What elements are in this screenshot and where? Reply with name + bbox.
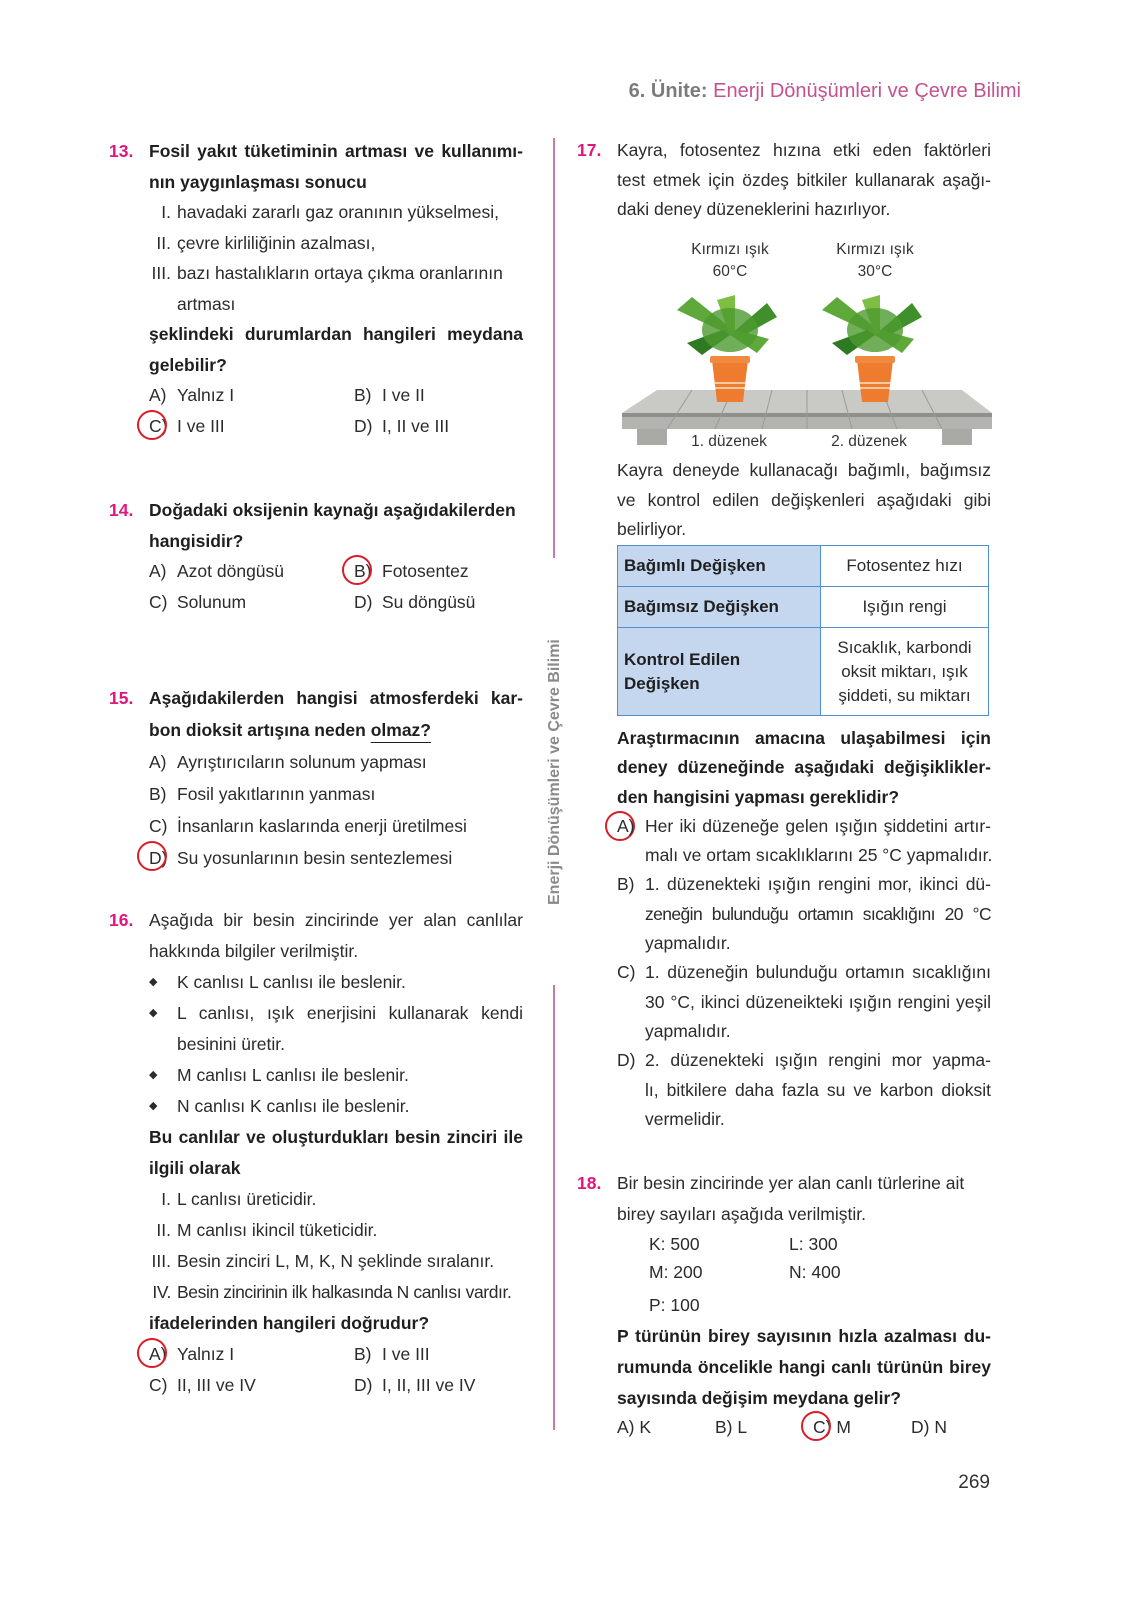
statement-item: IV. Besin zincirinin ilk halkasında N canlısı vardır. (152, 1282, 512, 1302)
question-number: 16. (109, 910, 134, 930)
option-d[interactable]: D) I, II ve III (354, 415, 450, 436)
question-13 (109, 136, 523, 441)
question-intro: Bu canlılar ve oluşturdukları besin zinciri ile (149, 1127, 523, 1147)
option-d[interactable]: D) I, II, III ve IV (354, 1375, 476, 1395)
answer-circle-icon (342, 555, 372, 585)
question-text: belirliyor. (617, 519, 687, 539)
question-15 (109, 682, 523, 874)
option-c[interactable]: C) M (813, 1414, 911, 1440)
count-p: P: 100 (649, 1295, 700, 1315)
option-c[interactable]: C) 1. düzeneğin bulunduğu ortamın sıcaklığını 30 °C, ikinci düzeneikteki ışığın rengini yeşil yapmalıdır. (617, 962, 991, 1041)
option-a[interactable]: A) K (617, 1417, 652, 1437)
question-intro: ilgili olarak (149, 1158, 241, 1178)
question-stem: hakkında bilgiler verilmiştir. (149, 941, 359, 961)
question-prompt: rumunda öncelikle hangi canlı türünün birey (617, 1357, 991, 1377)
question-stem: bon dioksit artışına neden olmaz? (149, 720, 431, 740)
count-n: N: 400 (789, 1262, 841, 1282)
bullet-item-cont: besinini üretir. (177, 1034, 285, 1054)
question-text: ve kontrol edilen değişkenleri aşağıdaki gibi (617, 489, 991, 510)
underlined-keyword: olmaz? (370, 720, 431, 740)
statement-item: III. bazı hastalıkların ortaya çıkma oranlarının (151, 263, 503, 283)
option-a[interactable]: A) Ayrıştırıcıların solunum yapması (149, 752, 427, 772)
option-b[interactable]: B) Fosil yakıtlarının yanması (149, 784, 376, 804)
setup-1-condition: Kırmızı ışık 60°C (691, 241, 769, 280)
setup-2-condition: Kırmızı ışık 30°C (836, 241, 914, 280)
question-16 (109, 905, 523, 1401)
bullet-item: ◆ N canlısı K canlısı ile beslenir. (149, 1091, 523, 1122)
diamond-bullet-icon: ◆ (149, 1069, 158, 1081)
option-a[interactable]: A) Yalnız I (149, 1339, 354, 1370)
question-prompt: gelebilir? (149, 354, 227, 375)
question-stem: test etmek için özdeş bitkiler kullanarak aşağı- (617, 169, 991, 190)
answer-circle-icon (801, 1411, 831, 1441)
statement-item: II. çevre kirliliğinin azalması, (156, 232, 376, 253)
option-c[interactable]: C) İnsanların kaslarında enerji üretilmesi (149, 816, 467, 836)
page-number: 269 (958, 1472, 990, 1493)
question-17-mid (617, 456, 991, 545)
variables-table (617, 545, 989, 716)
diamond-bullet-icon: ◆ (149, 1100, 158, 1112)
question-prompt: sayısında değişim meydana gelir? (617, 1388, 901, 1408)
option-a[interactable]: A) Her iki düzeneğe gelen ışığın şiddetini artır- malı ve ortam sıcaklıklarını 25 °C yapmalıdır. (617, 812, 991, 871)
setup-2-label: 2. düzenek (819, 431, 919, 453)
answer-options (617, 1414, 991, 1440)
question-prompt: den hangisini yapması gereklidir? (617, 786, 900, 807)
unit-number: 6. Ünite: (628, 80, 708, 102)
question-stem: Kayra, fotosentez hızına etki eden faktörleri (617, 140, 991, 160)
option-d[interactable]: D) 2. düzenekteki ışığın rengini mor yapma- lı, bitkilere daha fazla su ve karbon dioksit vermelidir. (617, 1050, 991, 1129)
statement-item: III. Besin zinciri L, M, K, N şeklinde sıralanır. (151, 1251, 495, 1271)
option-b[interactable]: B) L (715, 1417, 748, 1437)
question-18 (577, 1168, 991, 1440)
option-b[interactable]: B) Fotosentez (354, 556, 534, 587)
question-stem: nın yaygınlaşması sonucu (149, 171, 367, 192)
bullet-item: ◆ L canlısı, ışık enerjisini kullanarak kendi (149, 998, 523, 1029)
setup-1-label: 1. düzenek (679, 431, 779, 453)
answer-options (149, 380, 523, 441)
population-counts (617, 1230, 991, 1286)
option-c[interactable]: C) II, III ve IV (149, 1375, 256, 1395)
table-row: Bağımsız Değişken Işığın rengi (618, 587, 989, 628)
option-b[interactable]: B) I ve III (354, 1344, 430, 1364)
answer-circle-icon (137, 410, 167, 440)
answer-circle-icon (137, 1338, 167, 1368)
side-label: Enerji Dönüşümleri ve Çevre Bilimi (546, 639, 563, 905)
question-stem: Doğadaki oksijenin kaynağı aşağıdakilerden (149, 500, 516, 520)
question-14 (109, 495, 523, 617)
option-c[interactable]: C) I ve III (149, 411, 354, 442)
table-with-plants-illustration (617, 235, 997, 457)
count-l: L: 300 (789, 1234, 838, 1254)
question-stem: Aşağıdakilerden hangisi atmosferdeki kar- (149, 688, 523, 708)
question-prompt: Araştırmacının amacına ulaşabilmesi için (617, 728, 991, 748)
question-number: 17. (577, 140, 602, 160)
column-divider-top (553, 138, 555, 558)
unit-title: Enerji Dönüşümleri ve Çevre Bilimi (713, 80, 1021, 102)
option-d[interactable]: D) Su döngüsü (354, 591, 476, 612)
answer-options (149, 556, 523, 617)
question-number: 14. (109, 500, 134, 520)
statement-item: II. M canlısı ikincil tüketicidir. (156, 1220, 378, 1240)
diamond-bullet-icon: ◆ (149, 976, 158, 988)
question-prompt: şeklindeki durumlardan hangileri meydana (149, 324, 523, 344)
option-c[interactable]: C) Solunum (149, 591, 247, 612)
question-prompt: P türünün birey sayısının hızla azalması du- (617, 1326, 991, 1346)
option-b[interactable]: B) I ve II (354, 385, 425, 405)
diamond-bullet-icon: ◆ (149, 1007, 158, 1019)
plant-1-icon (677, 295, 777, 402)
answer-circle-icon (137, 841, 167, 871)
statement-item: I. L canlısı üreticidir. (161, 1189, 317, 1209)
statement-item-cont: artması (177, 293, 236, 314)
question-number: 15. (109, 688, 134, 708)
question-stem: Bir besin zincirinde yer alan canlı türlerine ait (617, 1173, 965, 1193)
option-a[interactable]: A) Azot döngüsü (149, 561, 285, 581)
question-prompt: deney düzeneğinde aşağıdaki değişiklikler- (617, 757, 991, 778)
question-stem: Aşağıda bir besin zincirinde yer alan canlılar (149, 910, 523, 930)
count-k: K: 500 (649, 1234, 700, 1254)
plant-2-icon (822, 295, 922, 402)
question-prompt: ifadelerinden hangileri doğrudur? (149, 1313, 430, 1333)
option-a[interactable]: A) Yalnız I (149, 385, 235, 405)
question-stem: daki deney düzeneklerini hazırlıyor. (617, 199, 891, 219)
question-stem: birey sayıları aşağıda verilmiştir. (617, 1204, 866, 1224)
table-row: Bağımlı Değişken Fotosentez hızı (618, 546, 989, 587)
question-stem: Fosil yakıt tüketiminin artması ve kullanımı- (149, 141, 523, 161)
bullet-item: ◆ K canlısı L canlısı ile beslenir. (149, 967, 523, 998)
bullet-item: ◆ M canlısı L canlısı ile beslenir. (149, 1060, 523, 1091)
statement-item: I. havadaki zararlı gaz oranının yükselmesi, (161, 202, 499, 222)
column-divider-bottom (553, 985, 555, 1430)
unit-header (629, 80, 1021, 103)
option-b[interactable]: B) 1. düzenekteki ışığın rengini mor, ikinci dü- zeneğin bulunduğu ortamın sıcaklığını 20 °C yapmalıdır. (617, 874, 991, 954)
question-17 (577, 136, 991, 225)
experiment-figure (617, 235, 997, 457)
option-d[interactable]: D) N (911, 1417, 947, 1437)
question-17-prompt (617, 724, 991, 1134)
answer-options (149, 1339, 523, 1401)
question-number: 18. (577, 1173, 602, 1193)
table-row: Kontrol Edilen Değişken Sıcaklık, karbondi oksit miktarı, ışık şiddeti, su miktarı (618, 628, 989, 716)
count-m: M: 200 (649, 1262, 703, 1282)
question-number: 13. (109, 141, 134, 161)
question-text: Kayra deneyde kullanacağı bağımlı, bağımsız (617, 460, 991, 480)
option-d[interactable]: D) Su yosunlarının besin sentezlemesi (149, 842, 523, 874)
question-stem: hangisidir? (149, 530, 244, 551)
